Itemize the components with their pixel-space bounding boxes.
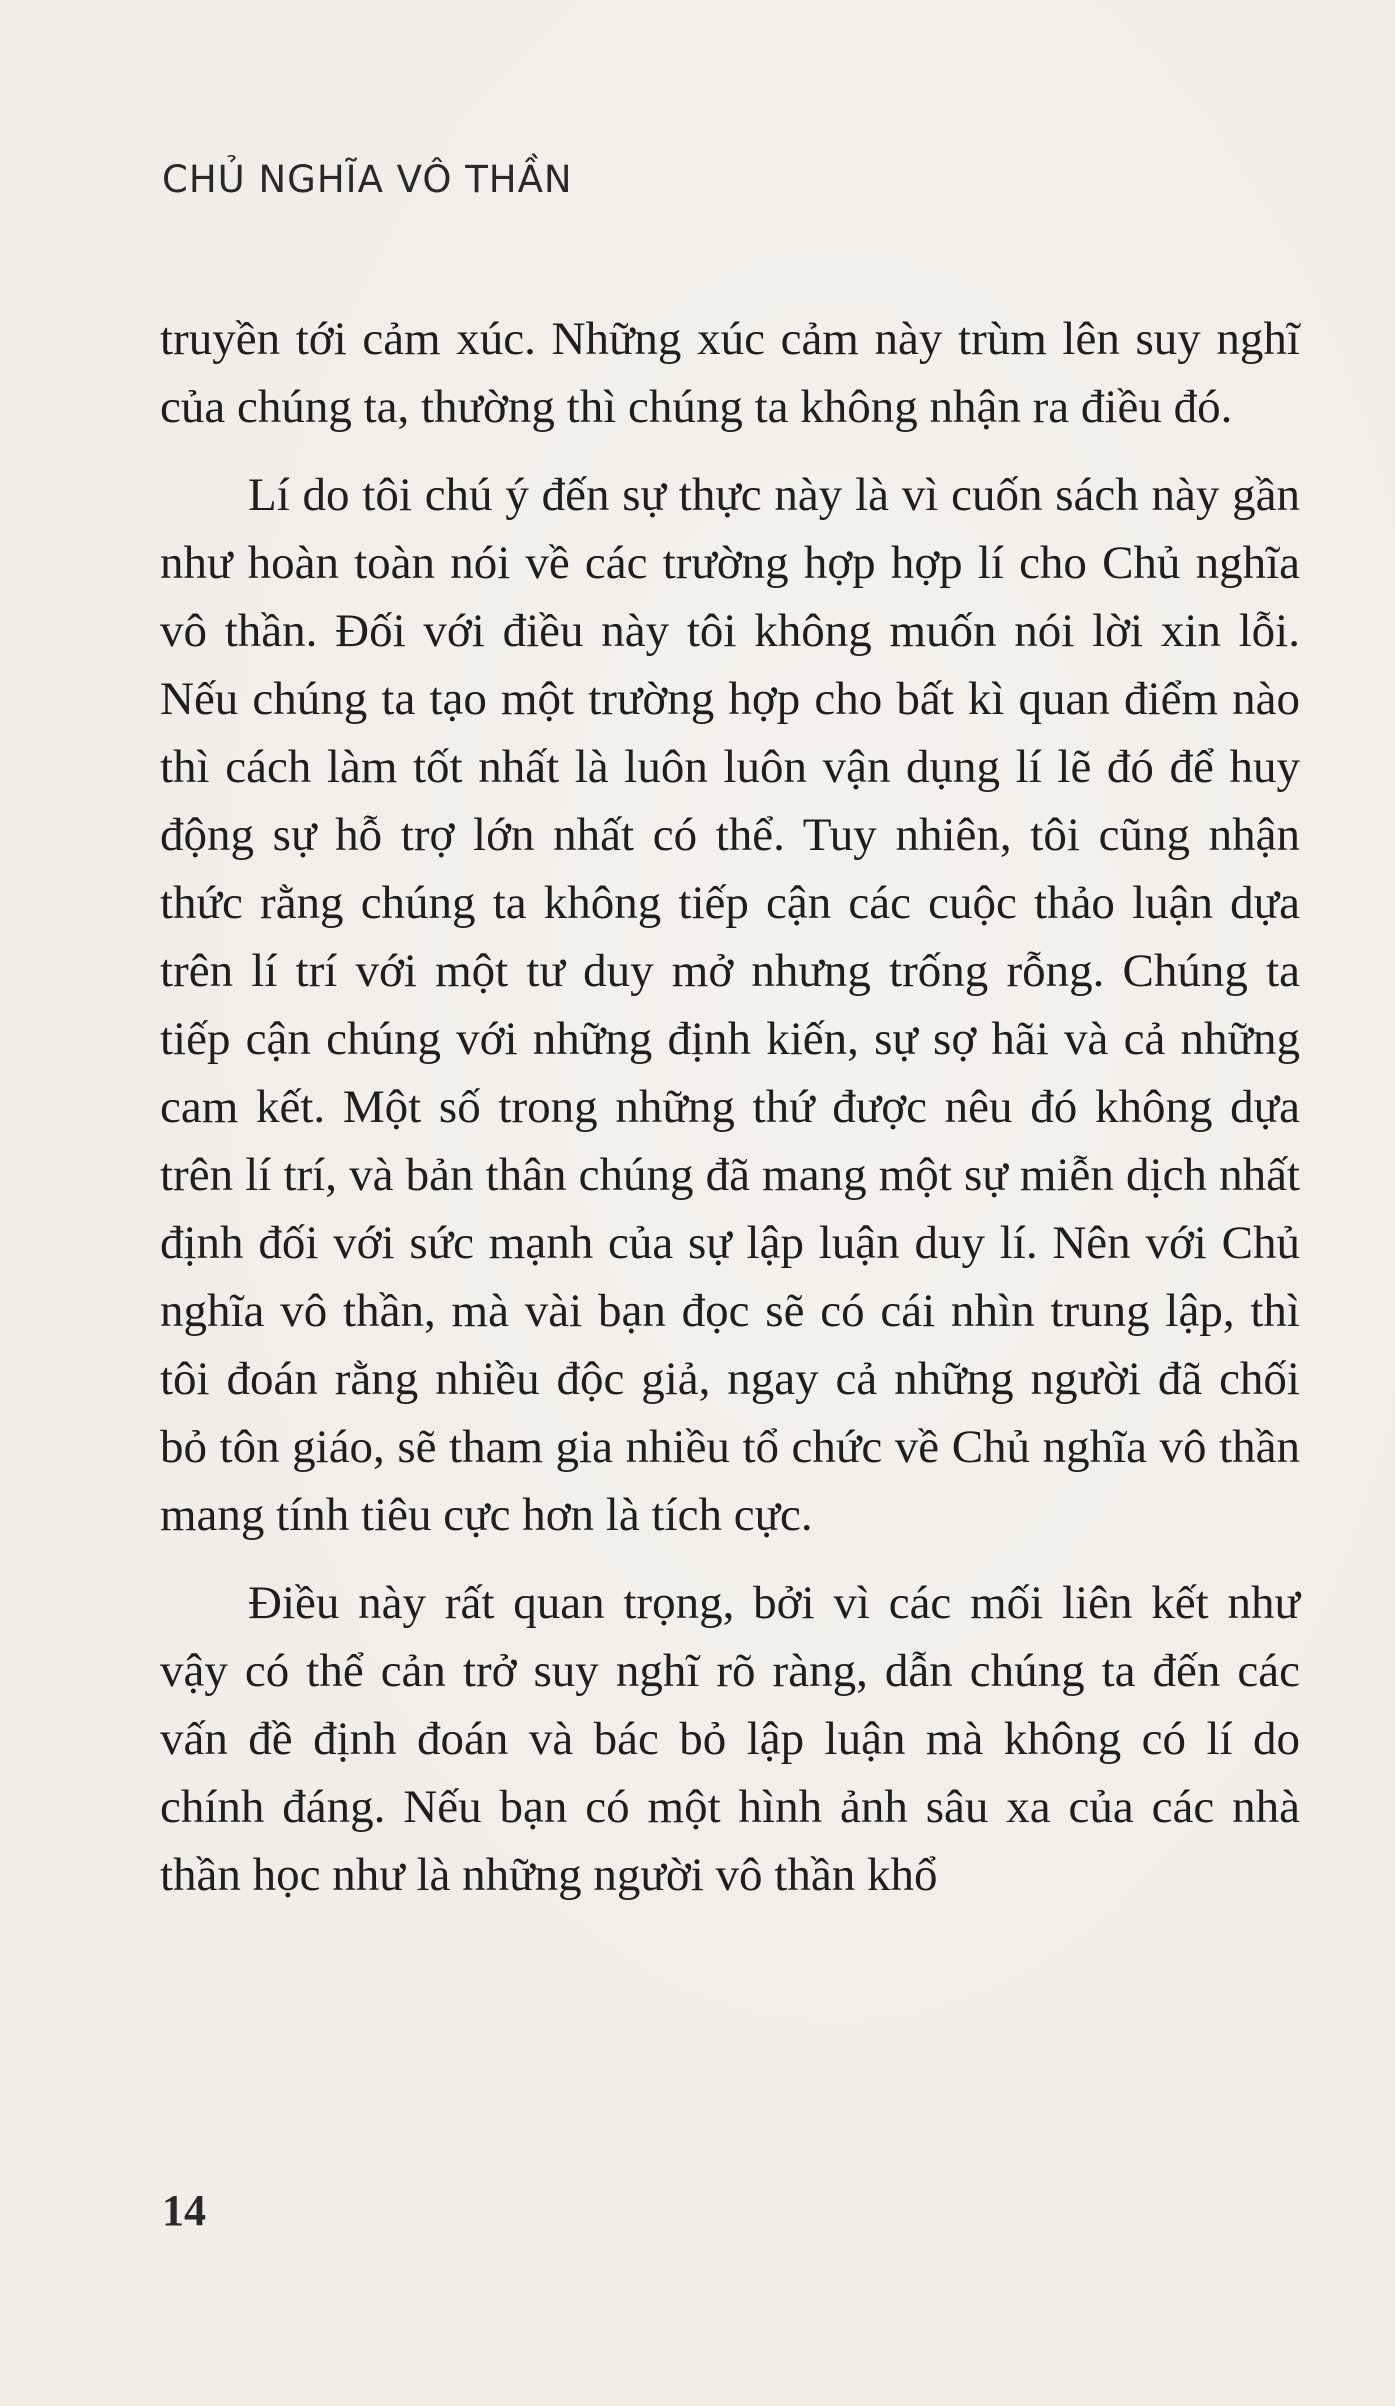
page-number: 14 bbox=[162, 2186, 206, 2235]
body-text bbox=[160, 305, 1300, 1929]
running-head: CHỦ NGHĨA VÔ THẦN bbox=[162, 158, 573, 201]
paragraph: Lí do tôi chú ý đến sự thực này là vì cuốn sách này gần như hoàn toàn nói về các trường hợp hợp lí cho Chủ nghĩa vô thần. Đối với điều này tôi không muốn nói lời xin lỗi. Nếu chúng ta tạo một trường hợp cho bất kì quan điểm nào thì cách làm tốt nhất là luôn luôn vận dụng lí lẽ đó để huy động sự hỗ trợ lớn nhất có thể. Tuy nhiên, tôi cũng nhận thức rằng chúng ta không tiếp cận các cuộc thảo luận dựa trên lí trí với một tư duy mở nhưng trống rỗng. Chúng ta tiếp cận chúng với những định kiến, sự sợ hãi và cả những cam kết. Một số trong những thứ được nêu đó không dựa trên lí trí, và bản thân chúng đã mang một sự miễn dịch nhất định đối với sức mạnh của sự lập luận duy lí. Nên với Chủ nghĩa vô thần, mà vài bạn đọc sẽ có cái nhìn trung lập, thì tôi đoán rằng nhiều độc giả, ngay cả những người đã chối bỏ tôn giáo, sẽ tham gia nhiều tổ chức về Chủ nghĩa vô thần mang tính tiêu cực hơn là tích cực. bbox=[160, 469, 1300, 1541]
paragraph: truyền tới cảm xúc. Những xúc cảm này trùm lên suy nghĩ của chúng ta, thường thì chúng ta không nhận ra điều đó. bbox=[160, 313, 1300, 433]
paragraph: Điều này rất quan trọng, bởi vì các mối liên kết như vậy có thể cản trở suy nghĩ rõ ràng, dẫn chúng ta đến các vấn đề định đoán và bác bỏ lập luận mà không có lí do chính đáng. Nếu bạn có một hình ảnh sâu xa của các nhà thần học như là những người vô thần khổ bbox=[160, 1577, 1300, 1901]
